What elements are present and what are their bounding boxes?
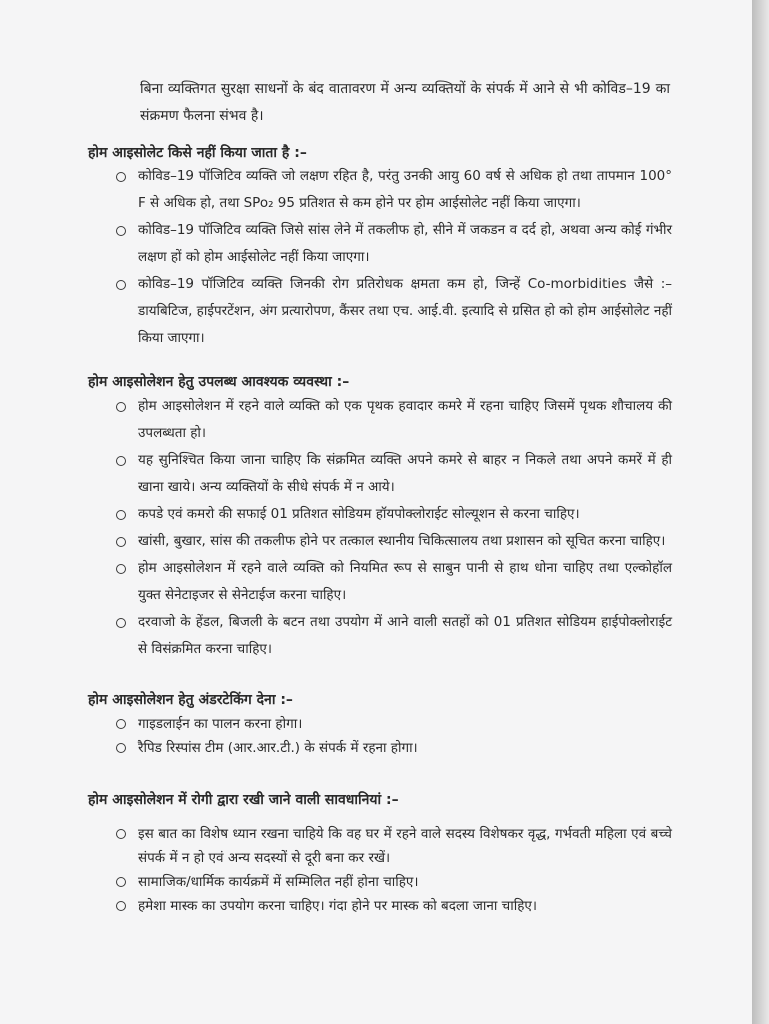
circle-bullet-icon: [116, 510, 126, 520]
list-item: होम आइसोलेशन में रहने वाले व्यक्ति को एक पृथक हवादार कमरे में रहना चाहिए जिसमें पृथक शौचालय की उपलब्धता हो।: [112, 393, 672, 447]
heading-home-isolation-arrangements: होम आइसोलेशन हेतु उपलब्ध आवश्यक व्यवस्था :–: [88, 374, 350, 390]
circle-bullet-icon: [116, 829, 126, 839]
circle-bullet-icon: [116, 618, 126, 628]
circle-bullet-icon: [116, 743, 126, 753]
list-patient-precautions: [112, 822, 672, 918]
circle-bullet-icon: [116, 226, 126, 236]
list-item: हमेशा मास्क का उपयोग करना चाहिए। गंदा होने पर मास्क को बदला जाना चाहिए।: [112, 894, 672, 918]
circle-bullet-icon: [116, 280, 126, 290]
list-item: होम आइसोलेशन में रहने वाले व्यक्ति को नियमित रूप से साबुन पानी से हाथ धोना चाहिए तथा एल्कोहॉल युक्त सेनेटाइजर से सेनेटाईज करना चाहिए।: [112, 555, 672, 609]
heading-undertaking: होम आइसोलेशन हेतु अंडरटेकिंग देना :–: [88, 692, 293, 708]
circle-bullet-icon: [116, 402, 126, 412]
circle-bullet-icon: [116, 719, 126, 729]
list-item: कपडे एवं कमरो की सफाई 01 प्रतिशत सोडियम हॉयपोक्लोराईट सोल्यूशन से करना चाहिए।: [112, 501, 672, 528]
list-item: कोविड–19 पॉजिटिव व्यक्ति जिनकी रोग प्रतिरोधक क्षमता कम हो, जिन्हें Co-morbidities जैसे :– डायबिटिज, हाईपरटेंशन, अंग प्रत्यारोपण, कैंसर तथा एच. आई.वी. इत्यादि से ग्रसित हो को होम आईसोलेट नहीं किया जाएगा।: [112, 271, 672, 352]
heading-not-home-isolated: होम आइसोलेट किसे नहीं किया जाता है :–: [88, 145, 307, 161]
page-edge: [752, 0, 769, 1024]
list-item: रैपिड रिस्पांस टीम (आर.आर.टी.) के संपर्क में रहना होगा।: [112, 736, 672, 760]
list-item: खांसी, बुखार, सांस की तकलीफ होने पर तत्काल स्थानीय चिकित्सालय तथा प्रशासन को सूचित करना चाहिए।: [112, 528, 672, 555]
list-home-isolation-arrangements: [112, 393, 672, 663]
list-item: सामाजिक/धार्मिक कार्यक्रमें में सम्मिलित नहीं होना चाहिए।: [112, 870, 672, 894]
intro-paragraph: बिना व्यक्तिगत सुरक्षा साधनों के बंद वातावरण में अन्य व्यक्तियों के संपर्क में आने से भी कोविड–19 का संक्रमण फैलना संभव है।: [140, 81, 670, 124]
list-not-home-isolated: [112, 163, 672, 352]
list-item: यह सुनिश्चित किया जाना चाहिए कि संक्रमित व्यक्ति अपने कमरे से बाहर न निकले तथा अपने कमरें में ही खाना खाये। अन्य व्यक्तियों के सीधे संपर्क में न आये।: [112, 447, 672, 501]
list-item: कोविड–19 पॉजिटिव व्यक्ति जो लक्षण रहित है, परंतु उनकी आयु 60 वर्ष से अधिक हो तथा तापमान 100° F से अधिक हो, तथा SPo₂ 95 प्रतिशत से कम होने पर होम आईसोलेट नहीं किया जाएगा।: [112, 163, 672, 217]
circle-bullet-icon: [116, 537, 126, 547]
list-item: कोविड–19 पॉजिटिव व्यक्ति जिसे सांस लेने में तकलीफ हो, सीने में जकडन व दर्द हो, अथवा अन्य कोई गंभीर लक्षण हों को होम आईसोलेट नहीं किया जाएगा।: [112, 217, 672, 271]
circle-bullet-icon: [116, 901, 126, 911]
circle-bullet-icon: [116, 172, 126, 182]
list-undertaking: [112, 712, 672, 760]
heading-patient-precautions: होम आइसोलेशन में रोगी द्वारा रखी जाने वाली सावधानियां :–: [88, 792, 399, 808]
list-item: इस बात का विशेष ध्यान रखना चाहिये कि वह घर में रहने वाले सदस्य विशेषकर वृद्ध, गर्भवती महिला एवं बच्चे संपर्क में न हो एवं अन्य सदस्यों से दूरी बना कर रखें।: [112, 822, 672, 870]
circle-bullet-icon: [116, 456, 126, 466]
circle-bullet-icon: [116, 564, 126, 574]
list-item: दरवाजो के हेंडल, बिजली के बटन तथा उपयोग में आने वाली सतहों को 01 प्रतिशत सोडियम हाईपोक्लोराईट से विसंक्रमित करना चाहिए।: [112, 609, 672, 663]
circle-bullet-icon: [116, 877, 126, 887]
list-item: गाइडलाईन का पालन करना होगा।: [112, 712, 672, 736]
